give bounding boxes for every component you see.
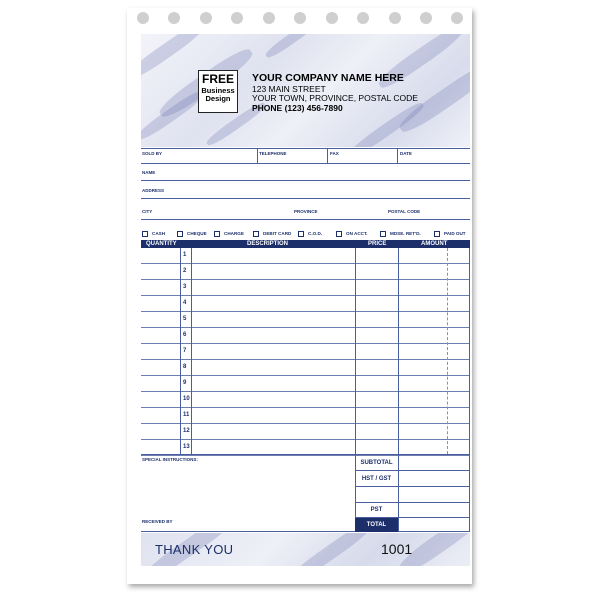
field-rule <box>141 148 470 149</box>
payment-option-label: CASH <box>152 231 166 237</box>
field-rule <box>355 486 470 487</box>
line-number: 7 <box>183 348 187 354</box>
cents-divider <box>447 248 448 454</box>
logo-free-text: FREE <box>201 72 234 86</box>
column-divider <box>469 248 470 532</box>
special-instructions-label: SPECIAL INSTRUCTIONS: <box>142 457 198 462</box>
field-rule <box>398 531 470 532</box>
field-rule <box>141 163 470 164</box>
binding-hole <box>420 12 432 24</box>
line-number: 9 <box>183 380 187 386</box>
binding-hole <box>451 12 463 24</box>
line-number: 5 <box>183 316 187 322</box>
line-number: 3 <box>183 284 187 290</box>
column-divider <box>191 248 192 454</box>
column-divider <box>180 248 181 454</box>
field-divider <box>397 149 398 163</box>
checkbox-icon <box>380 231 386 237</box>
payment-option-label: CHEQUE <box>187 231 207 237</box>
checkbox-icon <box>434 231 440 237</box>
payment-option-label: ON ACCT. <box>346 231 368 237</box>
description-header: DESCRIPTION <box>247 241 289 247</box>
line-number: 2 <box>183 268 187 274</box>
line-number: 10 <box>183 396 190 402</box>
company-name: YOUR COMPANY NAME HERE <box>252 72 404 84</box>
payment-option-label: CHARGE <box>224 231 244 237</box>
field-rule <box>141 180 470 181</box>
logo-design-text: Design <box>205 93 231 103</box>
line-number: 1 <box>183 252 187 258</box>
brush-stroke <box>141 34 207 83</box>
payment-option-charge[interactable] <box>214 231 244 237</box>
total-label: TOTAL <box>355 518 398 532</box>
brush-stroke <box>286 533 376 566</box>
binding-hole <box>137 12 149 24</box>
address-label: ADDRESS <box>142 188 165 193</box>
column-divider <box>398 248 399 532</box>
line-number: 11 <box>183 412 190 418</box>
payment-option-cash[interactable] <box>142 231 165 237</box>
payment-option-label: MDSE. RET'D. <box>390 231 421 237</box>
thank-you-text: THANK YOU <box>155 542 234 557</box>
company-city: YOUR TOWN, PROVINCE, POSTAL CODE <box>252 93 418 103</box>
binding-holes <box>127 12 472 26</box>
binding-hole <box>231 12 243 24</box>
table-row <box>141 455 470 456</box>
binding-hole <box>263 12 275 24</box>
province-label: PROVINCE <box>294 209 318 214</box>
postal-code-label: POSTAL CODE <box>388 209 421 214</box>
payment-option-cheque[interactable] <box>177 231 207 237</box>
line-number: 8 <box>183 364 187 370</box>
field-rule <box>355 502 470 503</box>
company-street: 123 MAIN STREET <box>252 83 326 94</box>
payment-option-paid-out[interactable] <box>434 231 466 237</box>
field-rule <box>355 470 470 471</box>
company-phone: PHONE (123) 456-7890 <box>252 102 343 113</box>
amount-header: AMOUNT <box>421 241 448 247</box>
field-rule <box>141 454 470 455</box>
field-divider <box>257 149 258 163</box>
binding-hole <box>389 12 401 24</box>
city-label: CITY <box>142 209 153 214</box>
field-rule <box>141 198 470 199</box>
binding-hole <box>200 12 212 24</box>
name-label: NAME <box>142 170 156 175</box>
sold-by-label: SOLD BY <box>142 151 163 156</box>
received-by-label: RECEIVED BY <box>142 519 173 524</box>
payment-option-cod[interactable] <box>298 231 322 237</box>
column-divider <box>355 248 356 532</box>
field-rule <box>141 531 355 532</box>
subtotal-label: SUBTOTAL <box>360 460 393 466</box>
checkbox-icon <box>142 231 148 237</box>
payment-option-label: DEBIT CARD <box>263 231 292 237</box>
binding-hole <box>168 12 180 24</box>
checkbox-icon <box>177 231 183 237</box>
binding-hole <box>357 12 369 24</box>
payment-option-on-account[interactable] <box>336 231 368 237</box>
table-header <box>141 240 470 248</box>
payment-option-label: PAID OUT <box>444 231 466 237</box>
binding-hole <box>294 12 306 24</box>
line-number: 4 <box>183 300 187 306</box>
checkbox-icon <box>336 231 342 237</box>
pst-label: PST <box>370 507 383 513</box>
payment-option-mdse-returned[interactable] <box>380 231 421 237</box>
line-number: 6 <box>183 332 187 338</box>
date-label: DATE <box>400 151 412 156</box>
hst-gst-label: HST / GST <box>361 476 392 482</box>
invoice-number: 1001 <box>381 541 413 557</box>
brush-stroke <box>264 34 319 60</box>
binding-hole <box>326 12 338 24</box>
payment-option-label: C.O.D. <box>308 231 323 237</box>
payment-option-debit-card[interactable] <box>253 231 291 237</box>
line-number: 13 <box>183 444 190 450</box>
logo-business-text: Business <box>201 86 235 95</box>
quantity-header: QUANTITY <box>146 241 177 247</box>
line-number: 12 <box>183 428 190 434</box>
price-header: PRICE <box>368 241 387 247</box>
telephone-label: TELEPHONE <box>259 151 287 156</box>
business-design-logo <box>198 70 238 113</box>
field-divider <box>327 149 328 163</box>
fax-label: FAX <box>330 151 339 156</box>
checkbox-icon <box>253 231 259 237</box>
checkbox-icon <box>298 231 304 237</box>
checkbox-icon <box>214 231 220 237</box>
company-info <box>252 73 472 112</box>
field-rule <box>141 219 470 220</box>
